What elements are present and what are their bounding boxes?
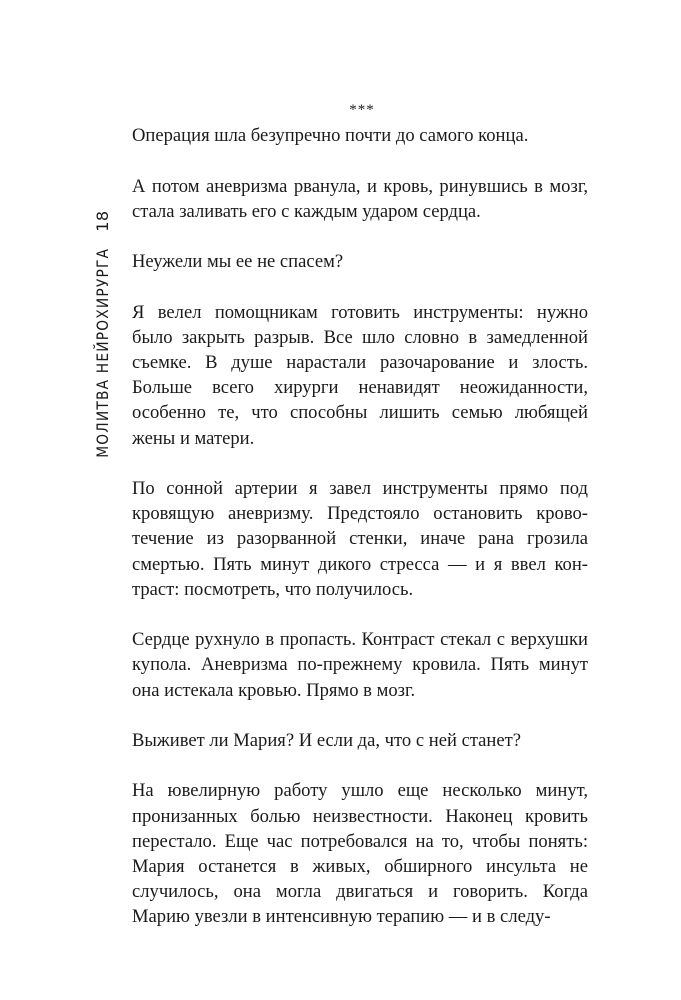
book-title: МОЛИТВА НЕЙРОХИРУРГА <box>93 247 112 458</box>
paragraph: Я велел помощникам готовить инструменты: нужно было закрыть разрыв. Все шло словно в замедленной съемке. В душе нарастали разочарование и злость. Больше всего хирурги ненавидят неожиданности, особенно те, что способны лишить семью любящей жены и матери. <box>132 301 588 449</box>
paragraph: Сердце рухнуло в пропасть. Контраст стекал с верхушки купола. Аневризма по-прежнему кровила. Пять минут она истекала кровью. Прямо в мозг. <box>132 629 588 701</box>
page-body <box>132 98 588 955</box>
section-separator: *** <box>349 102 375 118</box>
paragraph: Неужели мы ее не спасем? <box>132 251 344 273</box>
running-head <box>93 210 112 492</box>
page-number: 18 <box>93 210 112 232</box>
paragraph: Выживет ли Мария? И если да, что с ней станет? <box>132 729 522 751</box>
paragraph: Операция шла безупречно почти до самого конца. <box>132 125 529 147</box>
paragraph: А потом аневризма рванула, и кровь, ринувшись в мозг, стала заливать его с каждым ударом сердца. <box>132 175 588 222</box>
paragraph: На ювелирную работу ушло еще несколько минут, пронизанных болью неизвестности. Наконец кровить перестало. Еще час потребовался на то, чтобы понять: Мария останется в живых, обширного инсульта не случилось, она могла двигаться и говорить. Когда Марию увезли в интенсивную терапию — и в следу- <box>132 780 588 928</box>
paragraph: По сонной артерии я завел инструменты прямо под кровящую аневризму. Предстояло остановить кровотечение из разорванной стенки, иначе рана грозила смертью. Пять минут дикого стресса — и я ввел контраст: посмотреть, что получилось. <box>132 477 588 600</box>
